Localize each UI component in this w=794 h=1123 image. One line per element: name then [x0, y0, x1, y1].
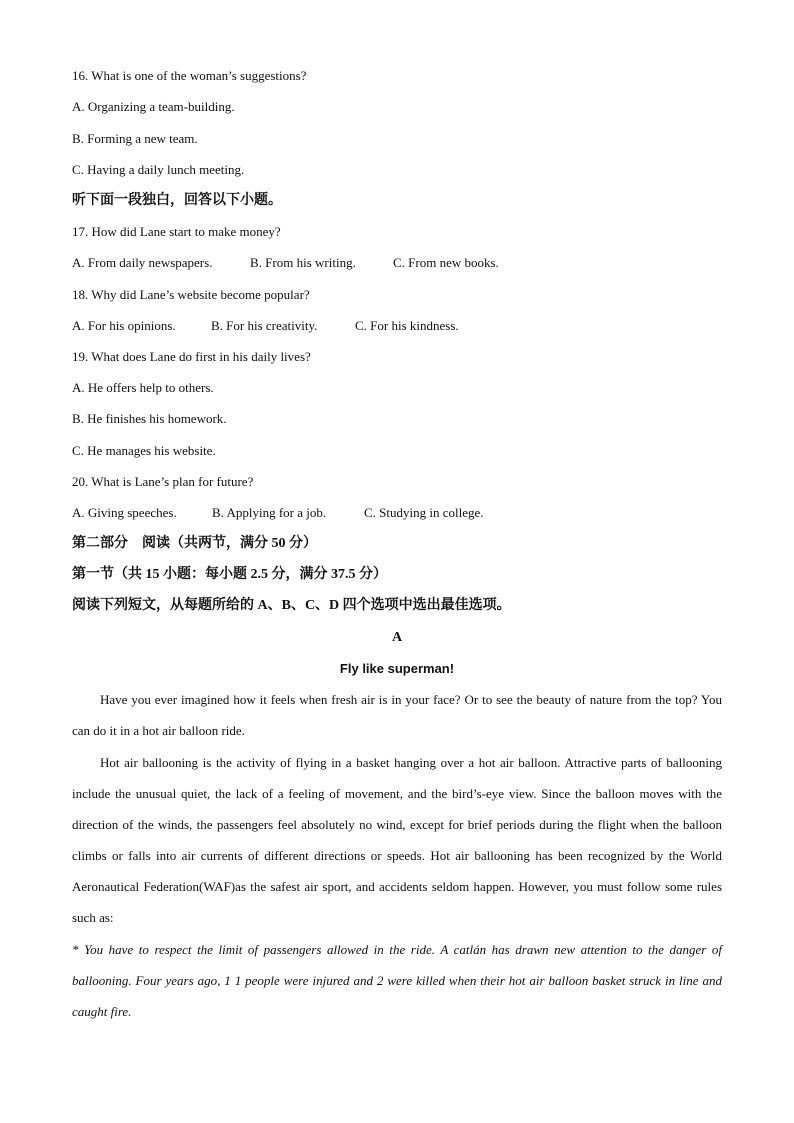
q18-option-c: C. For his kindness. — [355, 318, 459, 333]
passage-title: Fly like superman! — [339, 661, 455, 676]
reading-part-title: 第二部分 阅读（共两节，满分 50 分） — [72, 536, 317, 551]
q16-option-b: B. Forming a new team. — [72, 131, 198, 146]
q16-option-c: C. Having a daily lunch meeting. — [72, 162, 245, 177]
q17-option-a: A. From daily newspapers. — [72, 255, 213, 270]
section-monologue-instruction: 听下面一段独白，回答以下小题。 — [72, 193, 282, 208]
passage-letter: A — [391, 630, 403, 645]
passage-paragraph-2: Hot air ballooning is the activity of flying in a basket hanging over a hot air balloon. Attractive parts of ballooning include the unusual quiet, the lack of a feeling of movement, and the bird’s-eye view. Since the balloon moves with the direction of the winds, the passengers feel absolutely no wind, except for brief periods during the flight when the balloon climbs or falls into air currents of different directions or speeds. Hot air ballooning has been recognized by the World Aeronautical Federation(WAF)as the safest air sport, and accidents seldom happen. However, you must follow some rules such as: — [72, 755, 722, 925]
question-20: 20. What is Lane’s plan for future? — [72, 474, 254, 489]
q19-option-a: A. He offers help to others. — [72, 380, 214, 395]
q18-option-b: B. For his creativity. — [211, 318, 318, 333]
passage-paragraph-1: Have you ever imagined how it feels when fresh air is in your face? Or to see the beauty of nature from the top? You can do it in a hot air balloon ride. — [72, 692, 722, 738]
q20-option-b: B. Applying for a job. — [212, 505, 327, 520]
q20-option-c: C. Studying in college. — [364, 505, 484, 520]
q20-option-a: A. Giving speeches. — [72, 505, 177, 520]
reading-instruction: 阅读下列短文，从每题所给的 A、B、C、D 四个选项中选出最佳选项。 — [72, 598, 511, 613]
q17-options — [72, 255, 499, 271]
q20-options — [72, 505, 484, 521]
q18-options — [72, 318, 459, 334]
reading-section-title: 第一节（共 15 小题：每小题 2.5 分，满分 37.5 分） — [72, 567, 387, 582]
q19-option-c: C. He manages his website. — [72, 443, 216, 458]
q19-option-b: B. He finishes his homework. — [72, 411, 227, 426]
q16-option-a: A. Organizing a team-building. — [72, 99, 235, 114]
question-17: 17. How did Lane start to make money? — [72, 224, 281, 239]
question-16: 16. What is one of the woman’s suggestions? — [72, 68, 307, 83]
question-19: 19. What does Lane do first in his daily lives? — [72, 349, 311, 364]
q18-option-a: A. For his opinions. — [72, 318, 176, 333]
question-18: 18. Why did Lane’s website become popular? — [72, 287, 310, 302]
q17-option-b: B. From his writing. — [250, 255, 356, 270]
passage-paragraph-3: * You have to respect the limit of passengers allowed in the ride. A catlán has drawn new attention to the danger of ballooning. Four years ago, 1 1 people were injured and 2 were killed when their hot air balloon basket struck in line and caught fire. — [72, 942, 722, 1019]
q17-option-c: C. From new books. — [393, 255, 499, 270]
